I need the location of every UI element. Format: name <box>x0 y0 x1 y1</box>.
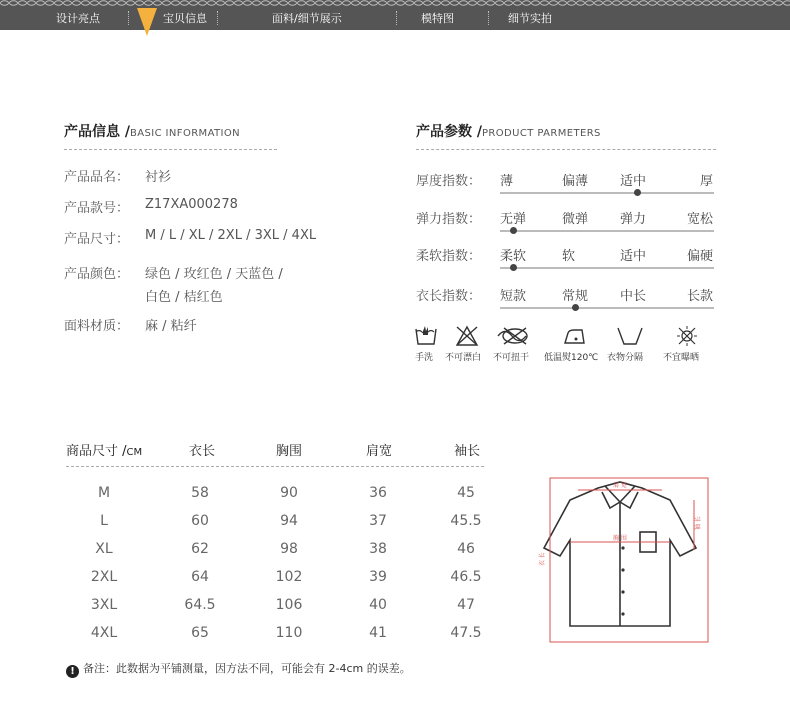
chain-link <box>658 1 666 5</box>
param-option: 微弹 <box>562 212 589 227</box>
chain-link <box>496 1 504 5</box>
chain-link <box>739 1 747 5</box>
chain-link <box>784 1 790 5</box>
nav-divider <box>488 11 489 25</box>
chain-link <box>442 1 450 5</box>
chain-link <box>73 1 81 5</box>
param-option: 适中 <box>620 174 647 189</box>
chain-link <box>271 1 279 5</box>
info-label-name: 产品品名： <box>64 170 130 185</box>
chain-link <box>289 1 297 5</box>
chain-link <box>19 1 27 5</box>
chain-link <box>397 1 405 5</box>
info-label-sizes: 产品尺寸： <box>64 232 130 247</box>
nav-divider <box>396 11 397 25</box>
chain-link <box>406 1 414 5</box>
top-nav-bar <box>0 0 790 30</box>
param-selected-dot <box>510 227 517 234</box>
info-value-name: 衬衫 <box>145 170 172 185</box>
measure-cell: 40 <box>369 597 387 613</box>
chain-link <box>172 1 180 5</box>
chain-link <box>694 1 702 5</box>
measure-cell: 46.5 <box>450 569 482 585</box>
chain-link <box>613 1 621 5</box>
measure-cell: 102 <box>275 569 303 585</box>
no-wring-icon <box>496 327 534 345</box>
chain-link <box>235 1 243 5</box>
chest-label: 胸 围 <box>613 536 627 542</box>
chain-link <box>505 1 513 5</box>
chain-link <box>550 1 558 5</box>
measure-cell: 90 <box>280 485 298 501</box>
table-divider <box>66 466 484 467</box>
size-cell: 2XL <box>90 569 118 585</box>
chain-link <box>64 1 72 5</box>
param-option: 无弹 <box>500 212 527 227</box>
measure-cell: 45.5 <box>450 513 482 529</box>
chain-link <box>298 1 306 5</box>
chain-link <box>226 1 234 5</box>
size-cell: 4XL <box>90 625 118 641</box>
chain-link <box>766 1 774 5</box>
size-cell: M <box>97 485 111 501</box>
measure-cell: 106 <box>275 597 303 613</box>
note-text: 备注：此数据为平铺测量，因方法不同，可能会有 2-4cm 的误差。 <box>83 662 411 675</box>
param-label: 衣长指数： <box>416 289 482 304</box>
chain-link <box>712 1 720 5</box>
chain-border-decoration <box>0 0 790 6</box>
info-label-colors: 产品颜色： <box>64 267 130 282</box>
chain-link <box>262 1 270 5</box>
param-option: 偏薄 <box>562 174 589 189</box>
shoulder-label: 肩 宽 <box>613 483 627 489</box>
chain-link <box>316 1 324 5</box>
param-option: 适中 <box>620 249 647 264</box>
param-selected-dot <box>634 189 641 196</box>
info-value-colors-cont: 白色 / 桔红色 <box>145 290 223 305</box>
size-cell: 3XL <box>90 597 118 613</box>
chain-link <box>622 1 630 5</box>
chain-link <box>748 1 756 5</box>
chain-link <box>424 1 432 5</box>
measure-cell: 47 <box>457 597 475 613</box>
param-option: 短款 <box>500 289 527 304</box>
product-info-title <box>64 121 240 141</box>
chain-link <box>514 1 522 5</box>
chain-link <box>451 1 459 5</box>
chain-link <box>190 1 198 5</box>
measure-cell: 39 <box>369 569 387 585</box>
chain-link <box>577 1 585 5</box>
chain-link <box>649 1 657 5</box>
param-option: 厚 <box>700 174 714 189</box>
chain-link <box>280 1 288 5</box>
chain-link <box>541 1 549 5</box>
size-header-unit: CM <box>126 447 143 458</box>
param-track <box>500 230 714 232</box>
measure-cell: 60 <box>191 513 209 529</box>
separate-wash-icon <box>616 326 644 346</box>
param-label: 弹力指数： <box>416 212 482 227</box>
chain-link <box>730 1 738 5</box>
chain-link <box>388 1 396 5</box>
param-track <box>500 192 714 194</box>
exclamation-icon: ! <box>66 665 79 678</box>
product-info-heading: 产品信息 / <box>64 124 130 140</box>
chain-link <box>586 1 594 5</box>
param-selected-dot <box>510 264 517 271</box>
no-sun-dry-icon <box>676 325 698 347</box>
chain-link <box>568 1 576 5</box>
measure-cell: 94 <box>280 513 298 529</box>
size-cell: XL <box>95 541 113 557</box>
low-iron-icon <box>562 326 588 346</box>
col-header-length: 衣长 <box>189 444 216 459</box>
col-header-sleeve: 袖长 <box>454 444 481 459</box>
info-value-style-no: Z17XA000278 <box>145 197 238 212</box>
measure-cell: 36 <box>369 485 387 501</box>
param-track <box>500 267 714 269</box>
chain-link <box>145 1 153 5</box>
chain-link <box>343 1 351 5</box>
chain-link <box>100 1 108 5</box>
measure-cell: 38 <box>369 541 387 557</box>
measure-cell: 41 <box>369 625 387 641</box>
col-header-chest: 胸围 <box>276 444 303 459</box>
chain-link <box>775 1 783 5</box>
chain-link <box>685 1 693 5</box>
chain-link <box>217 1 225 5</box>
nav-divider <box>128 11 129 25</box>
chain-link <box>91 1 99 5</box>
param-option: 软 <box>562 249 576 264</box>
param-option: 常规 <box>562 289 589 304</box>
chain-link <box>208 1 216 5</box>
measure-cell: 58 <box>191 485 209 501</box>
chain-link <box>487 1 495 5</box>
param-option: 弹力 <box>620 212 647 227</box>
product-params-subtitle: PRODUCT PARMETERS <box>482 128 601 139</box>
nav-item-detail-photos[interactable]: 细节实拍 <box>508 12 552 25</box>
chain-link <box>721 1 729 5</box>
chain-link <box>370 1 378 5</box>
measure-cell: 46 <box>457 541 475 557</box>
nav-divider <box>217 11 218 25</box>
nav-item-product-info[interactable]: 宝贝信息 <box>163 12 207 25</box>
care-label-low-iron: 低温熨120℃ <box>544 353 599 363</box>
care-label-hand-wash: 手洗 <box>415 353 434 363</box>
chain-link <box>325 1 333 5</box>
section-divider <box>416 149 716 150</box>
chain-link <box>136 1 144 5</box>
param-option: 宽松 <box>687 212 714 227</box>
chain-link <box>307 1 315 5</box>
chain-link <box>244 1 252 5</box>
param-label: 厚度指数： <box>416 174 482 189</box>
product-params-heading: 产品参数 / <box>416 124 482 140</box>
param-option: 中长 <box>620 289 647 304</box>
param-option: 薄 <box>500 174 514 189</box>
measurement-note <box>66 660 411 678</box>
info-value-sizes: M / L / XL / 2XL / 3XL / 4XL <box>145 228 317 243</box>
chain-link <box>118 1 126 5</box>
chain-link <box>154 1 162 5</box>
shirt-outline <box>544 482 696 626</box>
chain-link <box>478 1 486 5</box>
chain-link <box>523 1 531 5</box>
param-option: 偏硬 <box>687 249 714 264</box>
chain-link <box>604 1 612 5</box>
param-label: 柔软指数： <box>416 249 482 264</box>
measure-cell: 64.5 <box>184 597 216 613</box>
chain-link <box>46 1 54 5</box>
chain-link <box>352 1 360 5</box>
measure-cell: 98 <box>280 541 298 557</box>
info-value-material: 麻 / 粘纤 <box>145 319 197 334</box>
measure-cell: 47.5 <box>450 625 482 641</box>
chain-link <box>667 1 675 5</box>
chain-link <box>415 1 423 5</box>
hand-wash-icon <box>414 325 438 347</box>
info-label-material: 面料材质： <box>64 319 130 334</box>
size-table-header-label <box>66 440 142 459</box>
chain-link <box>82 1 90 5</box>
measure-cell: 62 <box>191 541 209 557</box>
chain-link <box>595 1 603 5</box>
chain-link <box>640 1 648 5</box>
chain-link <box>109 1 117 5</box>
chain-link <box>334 1 342 5</box>
care-label-separate: 衣物分隔 <box>607 353 644 363</box>
param-option: 柔软 <box>500 249 527 264</box>
product-info-subtitle: BASIC INFORMATION <box>130 128 241 139</box>
chain-link <box>1 1 9 5</box>
chain-link <box>10 1 18 5</box>
param-option: 长款 <box>687 289 714 304</box>
chain-link <box>37 1 45 5</box>
chain-link <box>181 1 189 5</box>
care-label-no-wring: 不可扭干 <box>493 353 530 363</box>
info-label-style-no: 产品款号： <box>64 201 130 216</box>
product-params-title <box>416 121 601 141</box>
size-cell: L <box>100 513 108 529</box>
size-header-text: 商品尺寸 / <box>66 444 127 459</box>
param-selected-dot <box>572 304 579 311</box>
nav-item-model[interactable]: 模特图 <box>421 12 454 25</box>
chain-link <box>163 1 171 5</box>
active-tab-marker-icon <box>135 8 159 38</box>
param-track <box>500 307 714 309</box>
care-label-no-sun: 不宜曝晒 <box>663 353 700 363</box>
chain-link <box>559 1 567 5</box>
care-label-no-bleach: 不可漂白 <box>445 353 482 363</box>
sleeve-label: 袖 长 <box>696 516 702 530</box>
chain-link <box>199 1 207 5</box>
length-label: 衣 长 <box>540 552 546 566</box>
measure-cell: 45 <box>457 485 475 501</box>
shirt-measurement-diagram <box>520 470 720 650</box>
chain-link <box>28 1 36 5</box>
measure-cell: 65 <box>191 625 209 641</box>
chain-link <box>433 1 441 5</box>
col-header-shoulder: 肩宽 <box>366 444 393 459</box>
chain-link <box>676 1 684 5</box>
chain-link <box>757 1 765 5</box>
nav-item-fabric[interactable]: 面料/细节展示 <box>272 12 342 25</box>
chain-link <box>55 1 63 5</box>
chain-link <box>127 1 135 5</box>
chain-link <box>532 1 540 5</box>
chain-link <box>361 1 369 5</box>
chain-link <box>631 1 639 5</box>
info-value-colors: 绿色 / 玫红色 / 天蓝色 / <box>145 267 283 282</box>
chain-link <box>703 1 711 5</box>
chain-link <box>379 1 387 5</box>
chain-link <box>253 1 261 5</box>
chain-link <box>460 1 468 5</box>
nav-item-design[interactable]: 设计亮点 <box>56 12 100 25</box>
measure-cell: 37 <box>369 513 387 529</box>
chain-link <box>469 1 477 5</box>
measure-cell: 64 <box>191 569 209 585</box>
section-divider <box>64 149 277 150</box>
measure-cell: 110 <box>275 625 303 641</box>
no-bleach-icon <box>455 325 479 347</box>
